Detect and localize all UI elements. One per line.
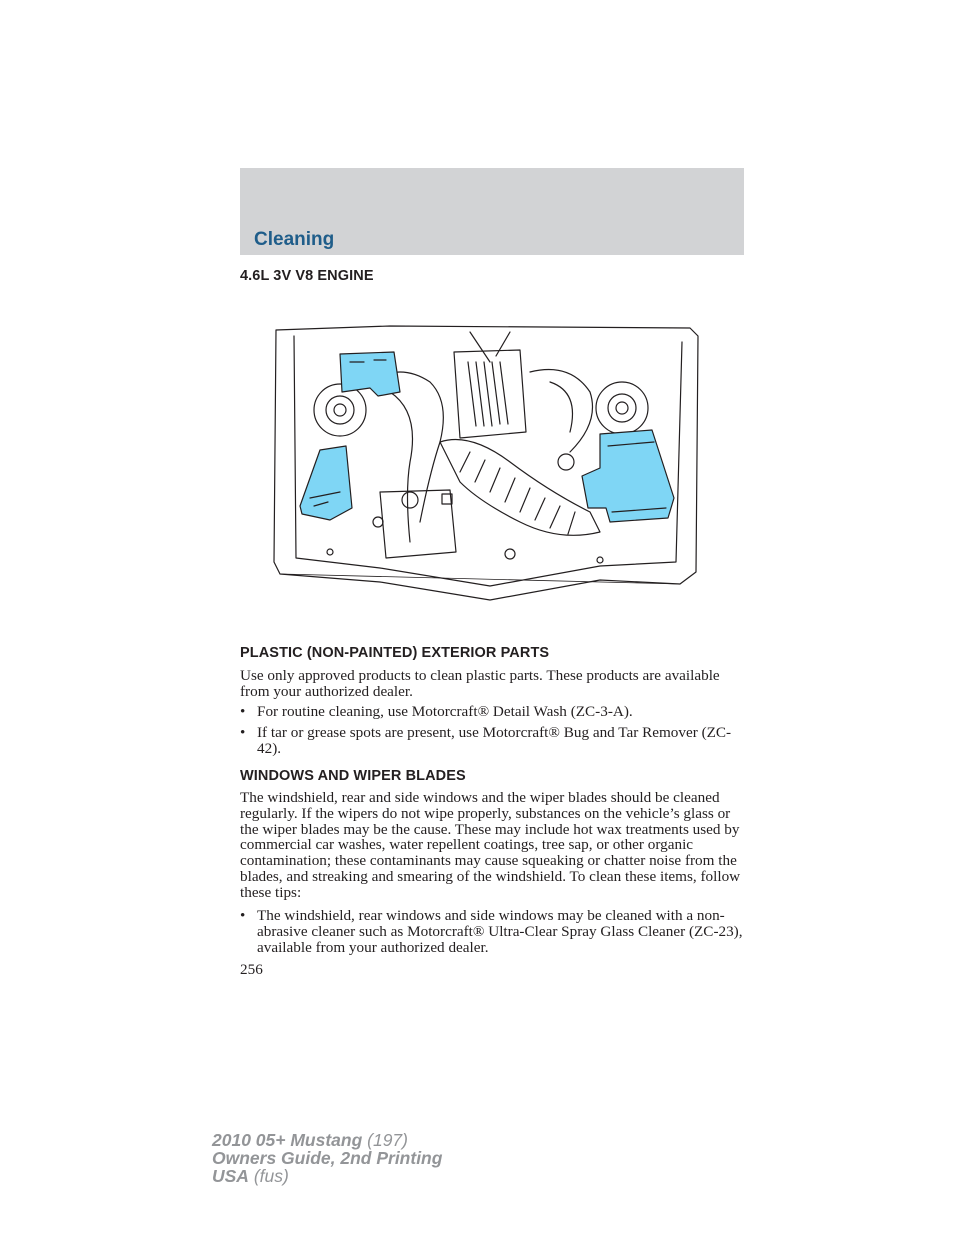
right-strut-tower xyxy=(596,382,648,434)
page-number: 256 xyxy=(240,961,263,978)
engine-cover xyxy=(454,350,526,438)
plastic-parts-paragraph: Use only approved products to clean plastic parts. These products are available from your authorized dealer. xyxy=(240,667,720,700)
footer-line-3: USA (fus) xyxy=(212,1166,289,1186)
bullet-text: If tar or grease spots are present, use Motorcraft® Bug and Tar Remover (ZC-42). xyxy=(257,724,732,757)
coolant-reservoir xyxy=(380,490,456,558)
left-strut-tower xyxy=(314,384,366,436)
battery-highlight xyxy=(340,352,400,396)
bullet-text: For routine cleaning, use Motorcraft® Detail Wash (ZC-3-A). xyxy=(257,703,633,720)
plastic-bullet-1 xyxy=(240,704,744,720)
plastic-bullet-2 xyxy=(240,725,744,757)
windows-paragraph: The windshield, rear and side windows and the wiper blades should be cleaned regularly. If the wipers do not wipe properly, substances on the vehicle’s glass or the wiper blades may be the cause. These may include hot wax treatments used by commercial car washes, water repellent coatings, tree sap, or other organic contamination; these contaminants may cause squeaking or chatter noise from the blades, and streaking and smearing of the windshield. To clean these items, follow these tips: xyxy=(240,789,741,901)
section-header-band xyxy=(240,168,744,255)
bullet-text: The windshield, rear windows and side windows may be cleaned with a non-abrasive cleaner such as Motorcraft® Ultra-Clear Spray Glass Cleaner (ZC-23), available from your authorized dealer. xyxy=(257,907,743,956)
bullet-dot: • xyxy=(240,724,246,741)
footer-line-2: Owners Guide, 2nd Printing xyxy=(212,1148,443,1168)
fuse-box-highlight xyxy=(300,446,352,520)
engine-heading: 4.6L 3V V8 ENGINE xyxy=(240,268,374,284)
section-title: Cleaning xyxy=(254,229,335,250)
document-footer xyxy=(212,1131,442,1185)
air-intake-duct xyxy=(440,440,600,536)
bullet-dot: • xyxy=(240,703,246,720)
bullet-dot: • xyxy=(240,907,246,924)
windows-bullet-1 xyxy=(240,908,744,955)
windows-heading: WINDOWS AND WIPER BLADES xyxy=(240,768,466,784)
plastic-parts-heading: PLASTIC (NON-PAINTED) EXTERIOR PARTS xyxy=(240,645,550,661)
footer-line-1: 2010 05+ Mustang (197) xyxy=(212,1130,408,1150)
engine-compartment-illustration xyxy=(270,322,702,602)
